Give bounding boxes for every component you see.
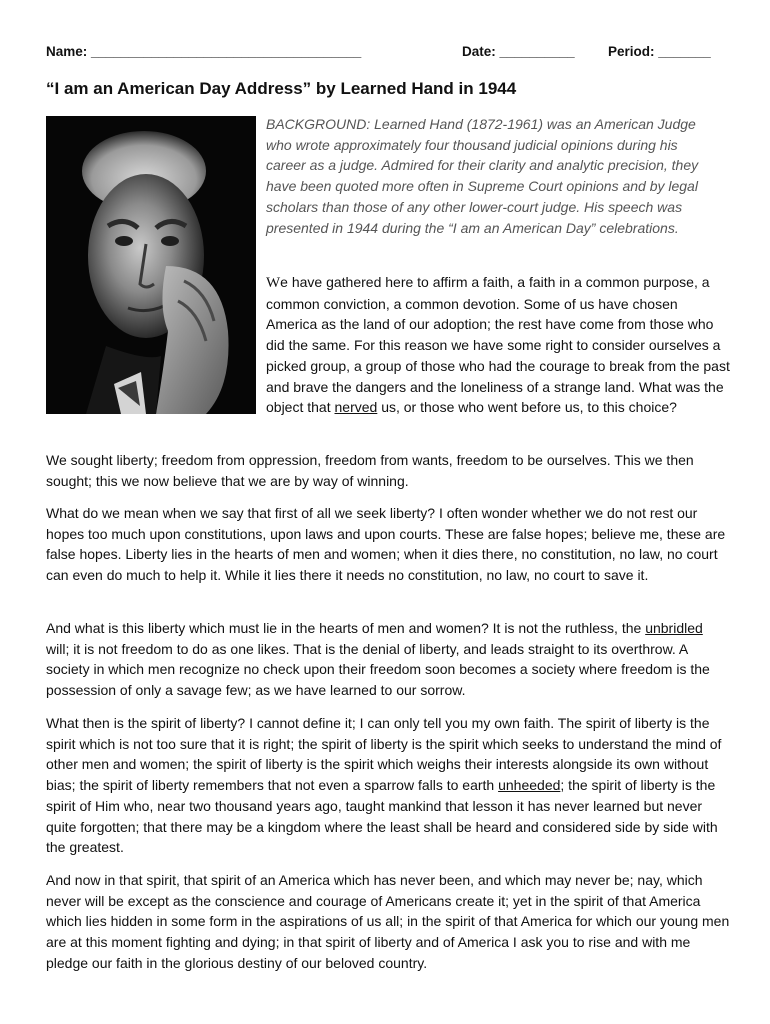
paragraph-1-text-a: e have gathered here to affirm a faith, a faith in a common purpose, a common conviction, a common devotion. Some of us have chosen America as the land of our adoption; the rest have come from those who did the same. For this reason we have some right to consider ourselves a picked group, a group of those who had the courage to break from the past and brave the dangers and the loneliness of a strange land. What was the object that xyxy=(266,274,730,416)
vocab-word-unbridled: unbridled xyxy=(645,620,703,636)
paragraph-4 xyxy=(46,618,730,701)
vocab-word-nerved: nerved xyxy=(334,399,378,416)
student-info-header xyxy=(46,44,736,64)
paragraph-5 xyxy=(46,713,730,858)
paragraph-2: We sought liberty; freedom from oppression, freedom from wants, freedom to be ourselves. This we then sought; this we now believe that we are by way of winning. xyxy=(46,452,694,489)
background-note: BACKGROUND: Learned Hand (1872-1961) was an American Judge who wrote approximately four thousand judicial opinions during his career as a judge. Admired for their clarity and analytic precision, they have been quoted more often in Supreme Court opinions and by legal scholars than those of any other lower-court judge. His speech was presented in 1944 during the “I am an American Day” celebrations. xyxy=(266,116,699,236)
date-field[interactable]: Date: __________ xyxy=(462,44,575,59)
paragraph-6: And now in that spirit, that spirit of an America which has never been, and which may never be; nay, which never will be except as the conscience and courage of Americans create it; yet in the spirit of that America which lies hidden in some form in the aspirations of us all; in the spirit of that America for which our young men are at this moment fighting and dying; in that spirit of liberty and of America I ask you to rise and with me pledge our faith in the glorious destiny of our beloved country. xyxy=(46,872,730,971)
period-field[interactable]: Period: _______ xyxy=(608,44,711,59)
paragraph-1-text-b: us, or those who went before us, to this choice? xyxy=(377,399,677,416)
paragraph-5-text-a: What then is the spirit of liberty? I cannot define it; I can only tell you my own faith. The spirit of liberty is the spirit which is not too sure that it is right; the spirit of liberty is the spirit which seeks to understand the mind of other men and women; the spirit of liberty is the spirit which weighs their interests alongside its own without bias; the spirit of liberty remembers that not even a sparrow falls to earth xyxy=(46,715,722,794)
paragraph-4-text-b: will; it is not freedom to do as one likes. That is the denial of liberty, and leads straight to its overthrow. A society in which men recognize no check upon their freedom soon becomes a society where freedom is the possession of only a savage few; as we have learned to our sorrow. xyxy=(46,640,710,699)
document-title: “I am an American Day Address” by Learned Hand in 1944 xyxy=(46,79,517,98)
vocab-word-unheeded: unheeded xyxy=(498,777,561,794)
portrait-wrap-spacer xyxy=(46,272,266,413)
paragraph-5-text-b: ; the spirit of liberty is the spirit of Him who, near two thousand years ago, taught mankind that lesson it has never learned but never quite forgotten; that there may be a kingdom where the least shall be heard and considered side by side with the greatest. xyxy=(46,777,718,856)
paragraph-4-text-a: And what is this liberty which must lie in the hearts of men and women? It is not the ruthless, the xyxy=(46,620,646,636)
dropcap: W xyxy=(266,275,281,291)
name-field[interactable]: Name: ____________________________________ xyxy=(46,44,362,59)
paragraph-3: What do we mean when we say that first of all we seek liberty? I often wonder whether we do not rest our hopes too much upon constitutions, upon laws and upon courts. These are false hopes; believe me, these are false hopes. Liberty lies in the hearts of men and women; when it dies there, no constitution, no law, no court can even do much to help it. While it lies there it needs no constitution, no law, no court to save it. xyxy=(46,505,726,584)
paragraph-1 xyxy=(46,272,730,418)
